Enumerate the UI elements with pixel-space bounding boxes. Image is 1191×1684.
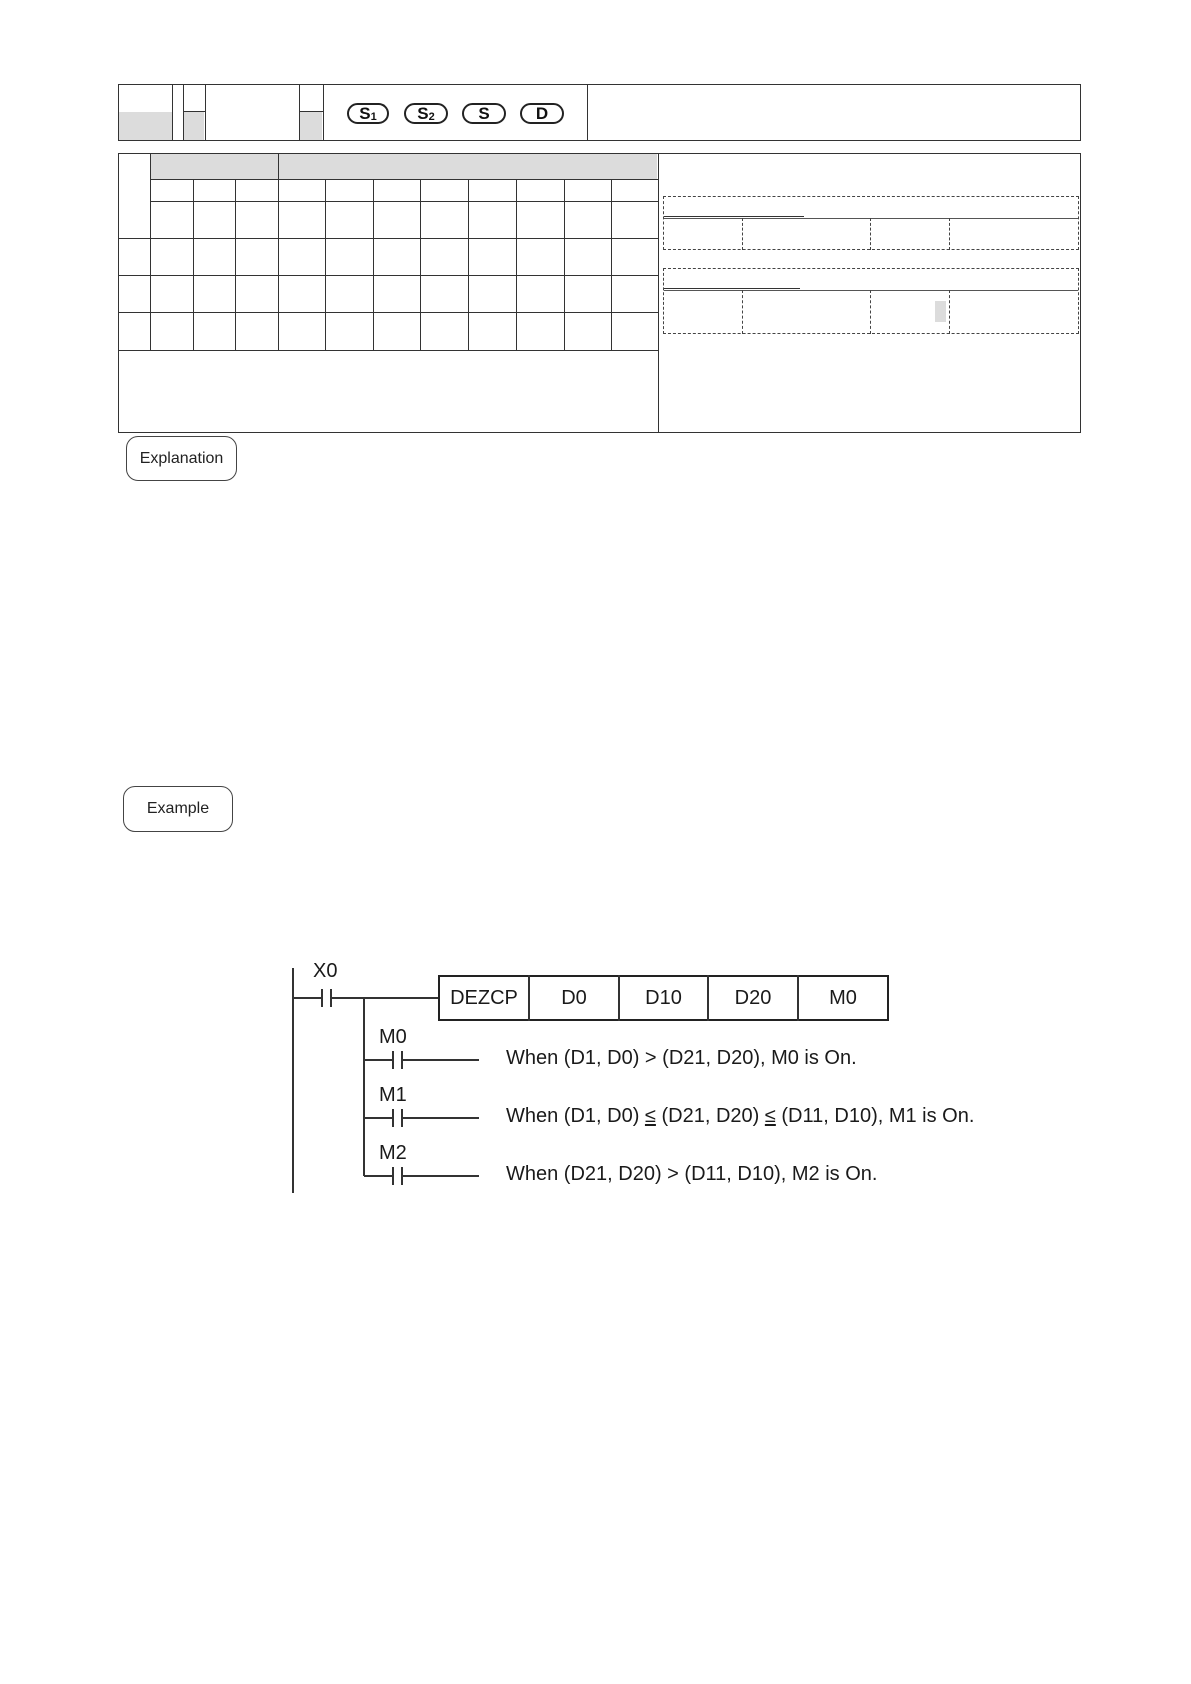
m0-contact-label: M0 — [379, 1026, 407, 1048]
s1-operand-badge: $S_1$ — [347, 103, 389, 124]
bit-device-header — [151, 154, 278, 179]
instruction-mnemonic: DEZCP — [450, 987, 518, 1009]
explanation-label: Explanation — [139, 450, 224, 467]
suffix-cell — [300, 112, 322, 140]
m0-contact-icon — [392, 1051, 394, 1069]
instruction-operand-2: D10 — [645, 987, 682, 1009]
example-label: Example — [146, 800, 210, 817]
bit-type-box — [663, 268, 1079, 334]
d-operand-badge: D — [520, 103, 564, 124]
s2-operand-badge: $S_2$ — [404, 103, 448, 124]
power-rail — [292, 968, 294, 1193]
m0-condition-text: When (D1, D0) > (D21, D20), M0 is On. — [506, 1047, 857, 1069]
gray-marker — [935, 301, 946, 322]
pulse-type-box — [663, 196, 1079, 250]
example-badge — [123, 786, 233, 832]
word-device-header — [279, 154, 657, 179]
instruction-operand-3: D20 — [734, 987, 772, 1009]
api-number-shade — [119, 112, 172, 140]
s-operand-badge: S — [462, 103, 506, 124]
header-bar — [118, 84, 1081, 141]
m1-contact-icon — [392, 1109, 394, 1127]
branch-line — [363, 997, 365, 1176]
m2-contact-icon — [392, 1167, 394, 1185]
m1-condition-text: When (D1, D0) ≤ (D21, D20) ≤ (D11, D10), M1 is On. — [506, 1105, 975, 1127]
m1-contact-label: M1 — [379, 1084, 407, 1106]
instruction-operand-4: M0 — [829, 987, 857, 1009]
explanation-badge — [126, 436, 237, 481]
instruction-operand-1: D0 — [561, 987, 587, 1009]
m2-contact-label: M2 — [379, 1142, 407, 1164]
m2-condition-text: When (D21, D20) > (D11, D10), M2 is On. — [506, 1163, 878, 1185]
x0-contact-label: X0 — [313, 960, 338, 982]
prefix-cell — [184, 112, 204, 140]
x0-contact-icon — [321, 989, 323, 1007]
